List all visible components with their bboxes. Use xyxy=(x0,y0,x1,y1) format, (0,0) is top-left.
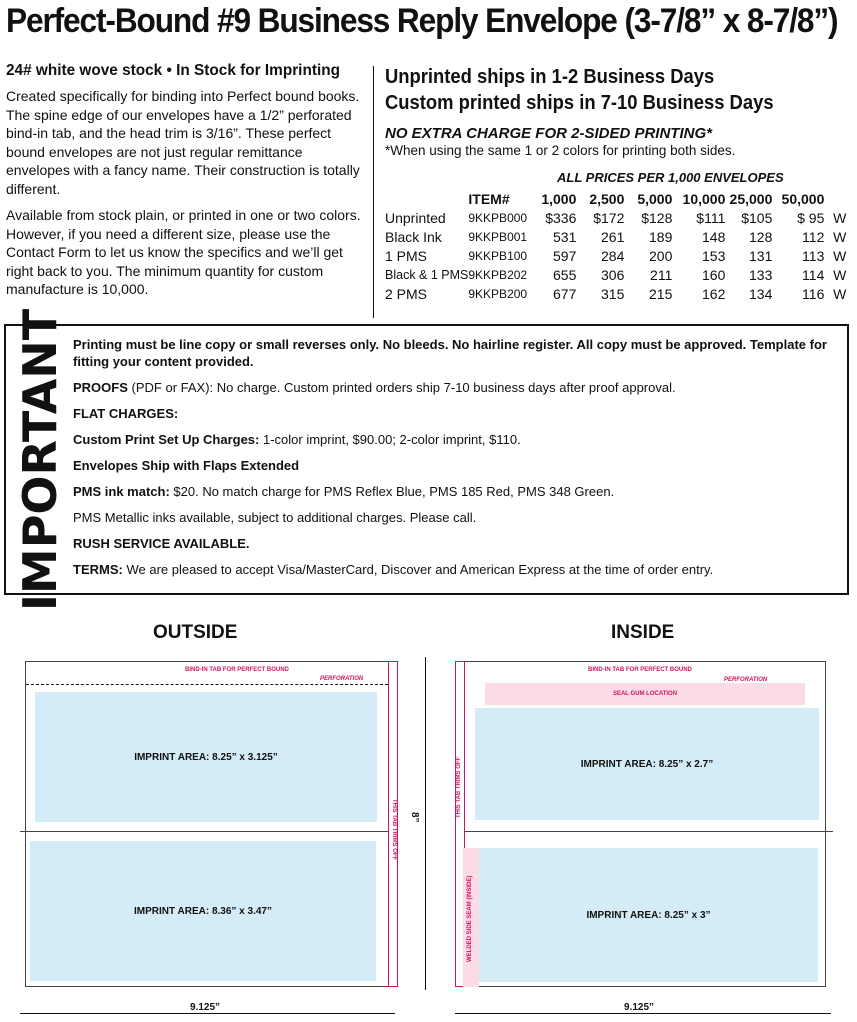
ship-custom: Custom printed ships in 7-10 Business Days xyxy=(385,92,774,114)
stock-subtitle: 24# white wove stock • In Stock for Imprinting xyxy=(6,62,340,79)
copy-requirements: Printing must be line copy or small reverses only. No bleeds. No hairline register. All copy must be approved. Template for fitting your content provided. xyxy=(73,337,827,369)
no-extra-charge-note: NO EXTRA CHARGE FOR 2-SIDED PRINTING* xyxy=(385,125,712,142)
header-qty: 10,000 xyxy=(682,190,726,207)
header-item: ITEM# xyxy=(468,190,510,207)
outside-imprint-area-bottom: IMPRINT AREA: 8.36” x 3.47” xyxy=(30,841,376,981)
seal-gum-location: SEAL GUM LOCATION xyxy=(485,683,805,705)
header-qty: 5,000 xyxy=(637,190,673,207)
inside-fold-line xyxy=(465,831,833,832)
table-row: Black & 1 PMS 9KKPB202 655 306 211 160 133 114 W xyxy=(385,266,847,283)
header-qty: 2,500 xyxy=(589,190,625,207)
table-row: Black Ink 9KKPB001 531 261 189 148 128 112 W xyxy=(385,228,847,245)
inside-perforation-label: PERFORATION xyxy=(724,677,768,683)
outside-trims-off-label: THIS TAB TRIMS OFF xyxy=(391,799,397,861)
prices-per-thousand-heading: ALL PRICES PER 1,000 ENVELOPES xyxy=(557,170,784,185)
two-sided-footnote: *When using the same 1 or 2 colors for printing both sides. xyxy=(385,143,736,158)
inside-imprint-area-bottom: IMPRINT AREA: 8.25” x 3” xyxy=(479,848,818,982)
inside-imprint-area-top: IMPRINT AREA: 8.25” x 2.7” xyxy=(475,708,819,820)
important-vertical-heading: IMPORTANT xyxy=(13,308,67,612)
flaps-note: Envelopes Ship with Flaps Extended xyxy=(73,458,300,473)
pricing-column xyxy=(385,64,855,303)
setup-charges-note: Custom Print Set Up Charges: 1-color imprint, $90.00; 2-color imprint, $110. xyxy=(73,432,521,447)
inside-width-label: 9.125” xyxy=(620,1002,658,1013)
rush-note: RUSH SERVICE AVAILABLE. xyxy=(73,536,250,551)
inside-width-dimension-line xyxy=(455,1013,831,1014)
description-column xyxy=(6,62,362,307)
outside-perforation-line xyxy=(26,684,388,685)
description-paragraph-1: Created specifically for binding into Perfect bound books. The spine edge of our envelopes have a 1/2” perforated bind-in tab, and the head trim is 3/16”. These perfect bound envelopes are not just regular remittance envelopes with a fancy name. Their construction is totally different. xyxy=(6,88,360,197)
welded-seam-label: WELDED SIDE SEAM (INSIDE) xyxy=(467,875,473,962)
column-divider xyxy=(373,66,374,318)
terms-note: TERMS: We are pleased to accept Visa/MasterCard, Discover and American Express at the time of order entry. xyxy=(73,562,714,577)
outside-height-dimension-line xyxy=(425,657,426,990)
outside-width-dimension-line xyxy=(20,1013,395,1014)
outside-heading: OUTSIDE xyxy=(153,622,238,643)
header-qty: 50,000 xyxy=(781,190,825,207)
outside-fold-line xyxy=(20,831,388,832)
table-row: 1 PMS 9KKPB100 597 284 200 153 131 113 W xyxy=(385,247,847,264)
metallic-note: PMS Metallic inks available, subject to additional charges. Please call. xyxy=(73,510,477,525)
price-table xyxy=(385,189,846,303)
table-row: Unprinted 9KKPB000 $336 $172 $128 $111 $105 $ 95 W xyxy=(385,209,847,226)
outside-perforation-label: PERFORATION xyxy=(320,676,364,682)
inside-heading: INSIDE xyxy=(611,622,675,643)
header-qty: 25,000 xyxy=(729,190,773,207)
inside-trims-off-label: THIS TAB TRIMS OFF xyxy=(456,756,462,818)
description-paragraph-2: Available from stock plain, or printed in one or two colors. However, if you need a different size, please use the Contact Form to let us know the specifics and we’ll get right back to you. The minimum quantity for custom manufacture is 10,000. xyxy=(6,207,361,297)
inside-bind-tab-label: BIND-IN TAB FOR PERFECT BOUND xyxy=(588,667,692,673)
page-title: Perfect-Bound #9 Business Reply Envelope (3-7/8” x 8-7/8”) xyxy=(6,2,838,40)
table-row: 2 PMS 9KKPB200 677 315 215 162 134 116 W xyxy=(385,285,847,302)
pms-match-note: PMS ink match: $20. No match charge for PMS Reflex Blue, PMS 185 Red, PMS 348 Green. xyxy=(73,484,615,499)
important-notes xyxy=(73,336,839,587)
important-box xyxy=(4,308,849,612)
header-qty: 1,000 xyxy=(541,190,577,207)
price-table-header xyxy=(385,189,846,208)
flat-charges-heading: FLAT CHARGES: xyxy=(73,406,179,421)
outside-width-label: 9.125” xyxy=(186,1002,224,1013)
outside-imprint-area-top: IMPRINT AREA: 8.25” x 3.125” xyxy=(35,692,377,822)
proofs-note: PROOFS (PDF or FAX): No charge. Custom printed orders ship 7-10 business days after proof approval. xyxy=(73,380,676,395)
outside-bind-tab-label: BIND-IN TAB FOR PERFECT BOUND xyxy=(185,667,289,673)
outside-height-label: 8” xyxy=(409,812,420,823)
ship-unprinted: Unprinted ships in 1-2 Business Days xyxy=(385,66,715,88)
